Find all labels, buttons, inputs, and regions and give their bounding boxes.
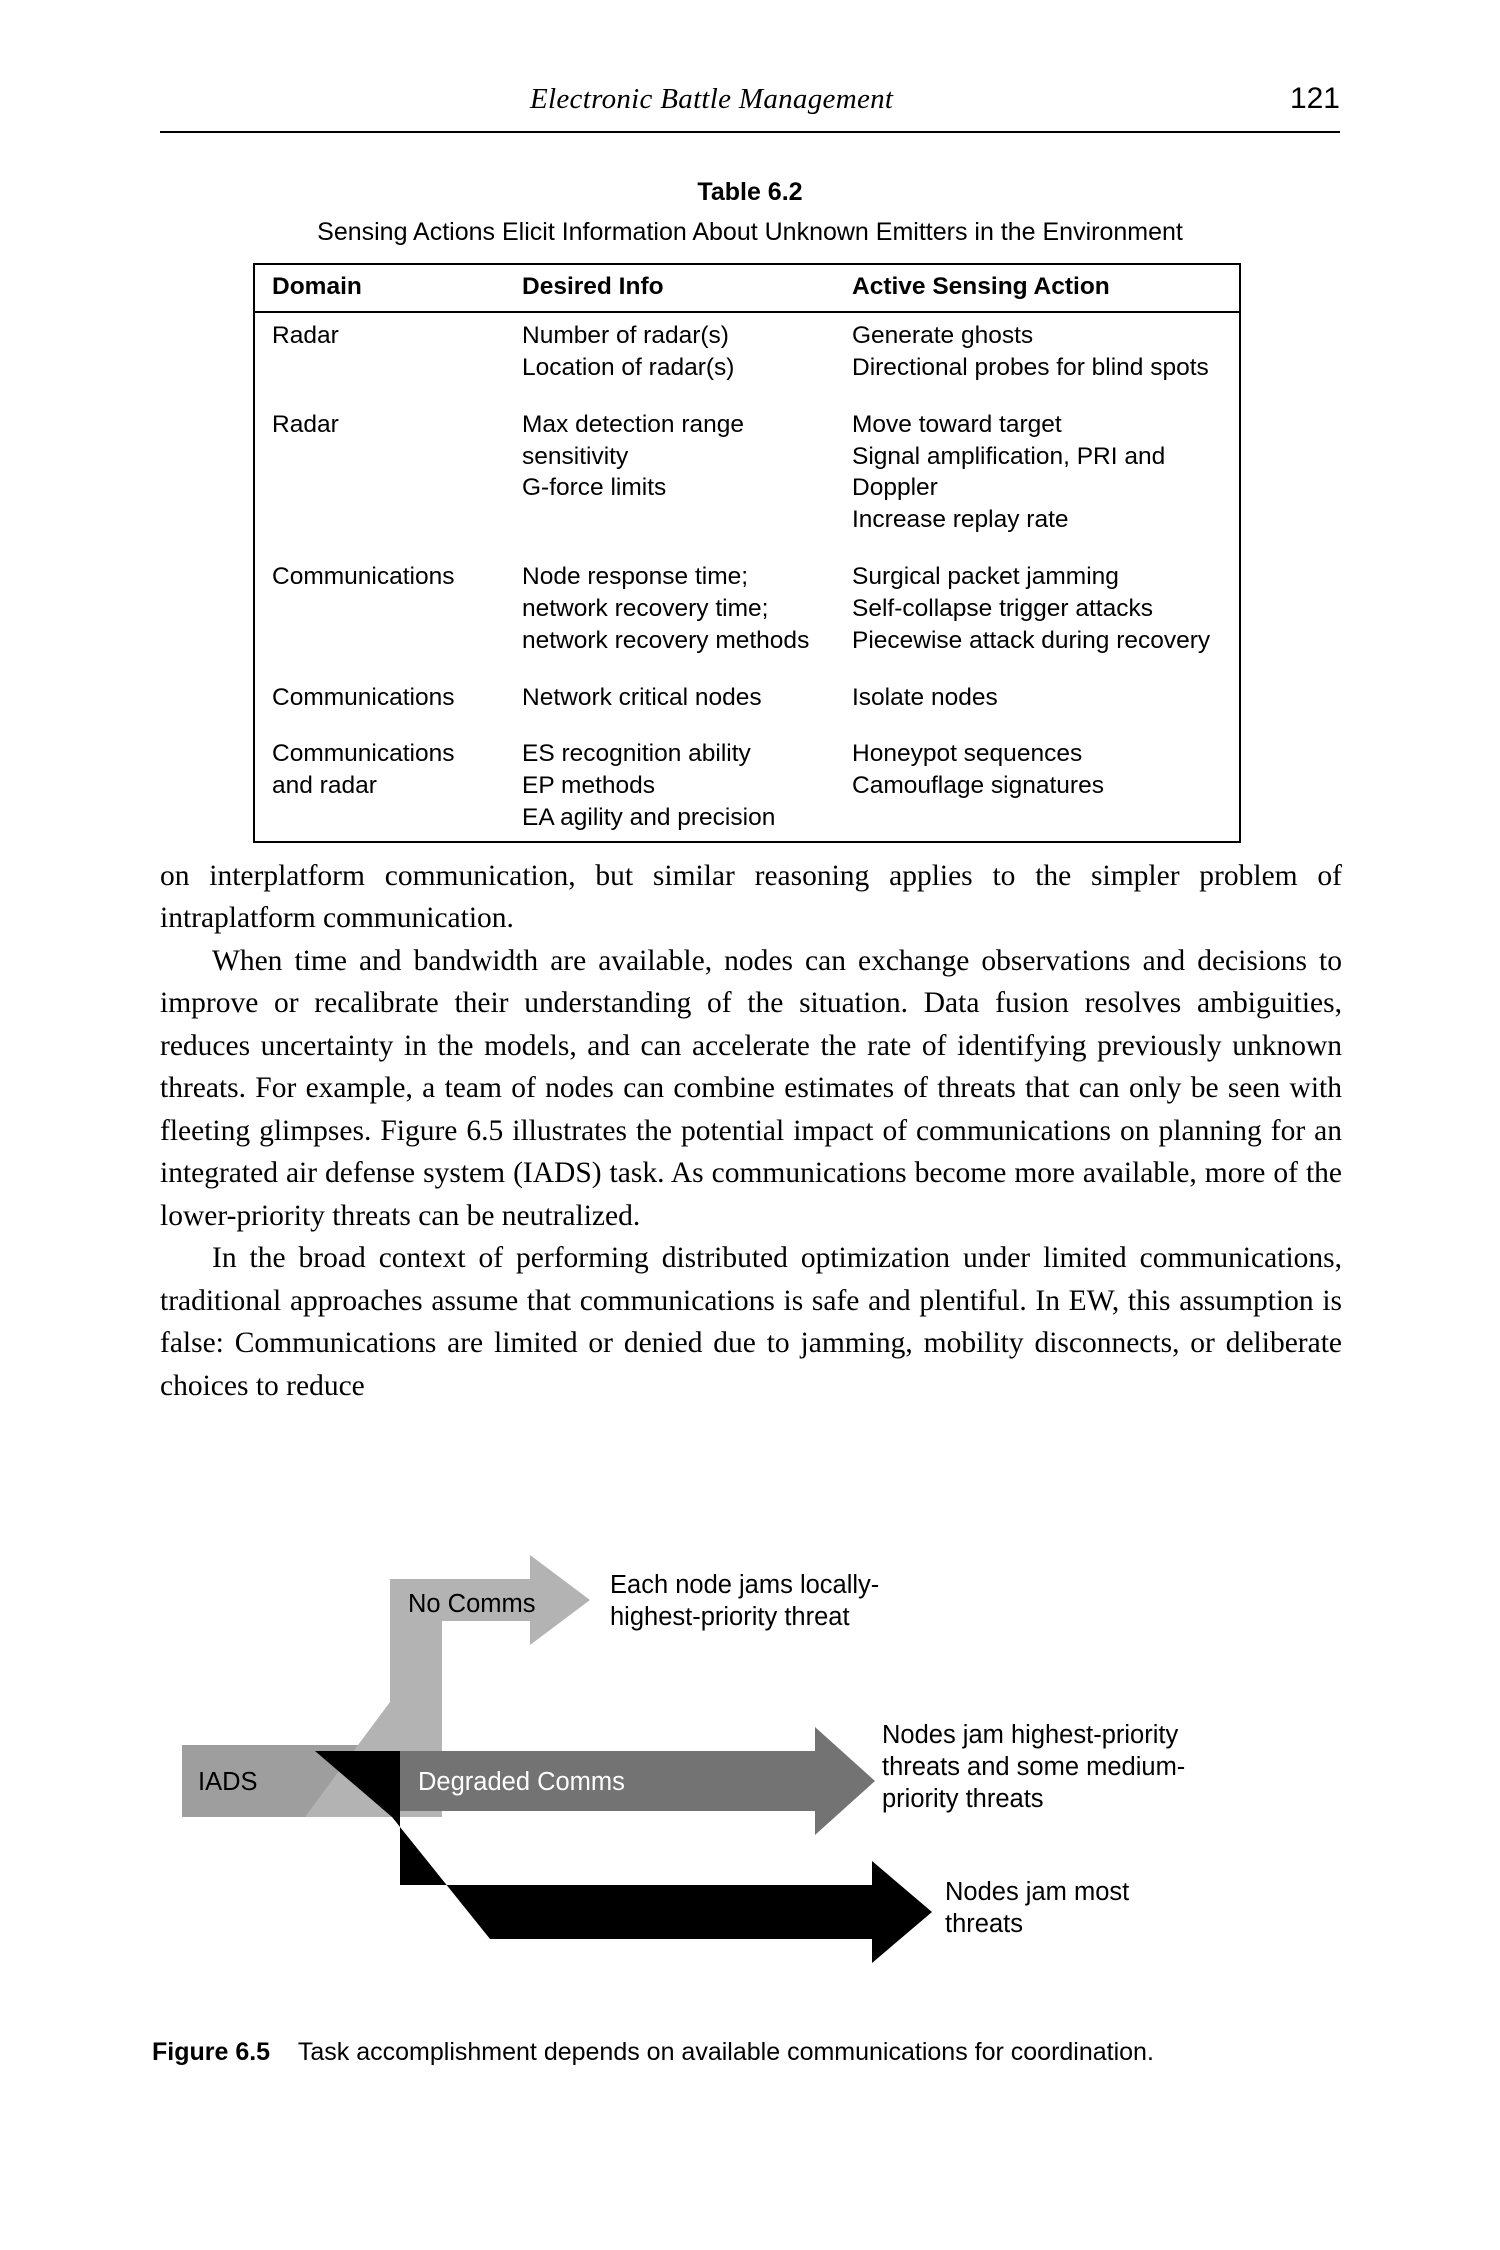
no-comms-outcome-line-1: Each node jams locally-: [610, 1571, 880, 1599]
table-cell-desired-info: Max detection range sensitivity G-force limits: [522, 410, 744, 502]
figure-caption-text: Task accomplishment depends on available communications for coordination.: [297, 2038, 1154, 2066]
degraded-comms-label: Degraded Comms: [418, 1768, 625, 1796]
running-head-title: Electronic Battle Management: [530, 83, 894, 115]
table-cell-desired-info: Network critical nodes: [522, 683, 762, 711]
table-header-row: [255, 265, 1239, 312]
table-cell-action: Honeypot sequences Camouflage signatures: [852, 740, 1104, 800]
table-cell-domain: Communications: [272, 563, 455, 591]
iads-label: IADS: [198, 1768, 258, 1796]
figure-number: Figure 6.5: [152, 2038, 271, 2066]
no-comms-label: No Comms: [408, 1590, 536, 1618]
paragraph: In the broad context of performing distributed optimization under limited communications, traditional approaches assume that communications is safe and plentiful. In EW, this assumption is false: Communications are limited or denied due to jamming, mobility disconnects, or deliberate choices to reduce: [160, 1242, 1342, 1402]
table-row: [255, 391, 1239, 543]
page-number: 121: [1289, 82, 1340, 115]
degraded-comms-outcome-line-3: priority threats: [882, 1785, 1044, 1813]
running-head-rule: [160, 131, 1340, 133]
table-column-header-domain: Domain: [255, 265, 522, 312]
table-cell-desired-info: Node response time; network recovery time; network recovery methods: [522, 563, 810, 654]
table-column-header-active-sensing-action: Active Sensing Action: [852, 265, 1239, 312]
degraded-comms-outcome-line-1: Nodes jam highest-priority: [882, 1721, 1179, 1749]
table-cell-domain: Radar: [272, 322, 339, 349]
table-cell-desired-info: Number of radar(s) Location of radar(s): [522, 322, 735, 381]
body-text: [160, 855, 1342, 1407]
table-cell-action: Move toward target Signal amplification, PRI and Doppler Increase replay rate: [852, 410, 1166, 534]
table-cell-domain: Radar: [272, 410, 339, 438]
table-row: [255, 720, 1239, 841]
table-row: [255, 543, 1239, 664]
table-6-2: [253, 263, 1241, 843]
table-row: [255, 312, 1239, 391]
paragraph: on interplatform communication, but similar reasoning applies to the simpler problem of intraplatform communication.: [160, 860, 1342, 935]
paragraph: When time and bandwidth are available, nodes can exchange observations and decisions to improve or recalibrate their understanding of the situation. Data fusion resolves ambiguities, reduces uncertainty in the models, and can accelerate the rate of identifying previously unknown threats. For example, a team of nodes can combine estimates of threats that can only be seen with fleeting glimpses. Figure 6.5 illustrates the potential impact of communications on planning for an integrated air defense system (IADS) task. As communications become more available, more of the lower-priority threats can be neutralized.: [160, 944, 1342, 1232]
no-comms-outcome-line-2: highest-priority threat: [610, 1603, 850, 1631]
table-column-header-desired-info: Desired Info: [522, 265, 852, 312]
running-head: [160, 82, 1340, 116]
table-cell-action: Isolate nodes: [852, 683, 998, 711]
table-row: [255, 664, 1239, 721]
table-cell-action: Surgical packet jamming Self-collapse trigger attacks Piecewise attack during recovery: [852, 563, 1211, 654]
full-comms-label: Full Comms: [582, 1898, 719, 1926]
degraded-comms-outcome-line-2: threats and some medium-: [882, 1753, 1186, 1781]
full-comms-outcome-line-2: threats: [945, 1910, 1023, 1938]
table-number: Table 6.2: [697, 178, 803, 206]
full-comms-outcome-line-1: Nodes jam most: [945, 1878, 1130, 1906]
figure-6-5: [160, 1555, 1360, 2025]
table-cell-domain: Communications and radar: [272, 740, 455, 800]
table-cell-desired-info: ES recognition ability EP methods EA agility and precision: [522, 740, 776, 832]
figure-caption: [152, 2038, 1352, 2067]
table-cell-domain: Communications: [272, 683, 455, 711]
table-caption: Sensing Actions Elicit Information About Unknown Emitters in the Environment: [317, 218, 1183, 246]
table-cell-action: Generate ghosts Directional probes for blind spots: [852, 322, 1209, 381]
